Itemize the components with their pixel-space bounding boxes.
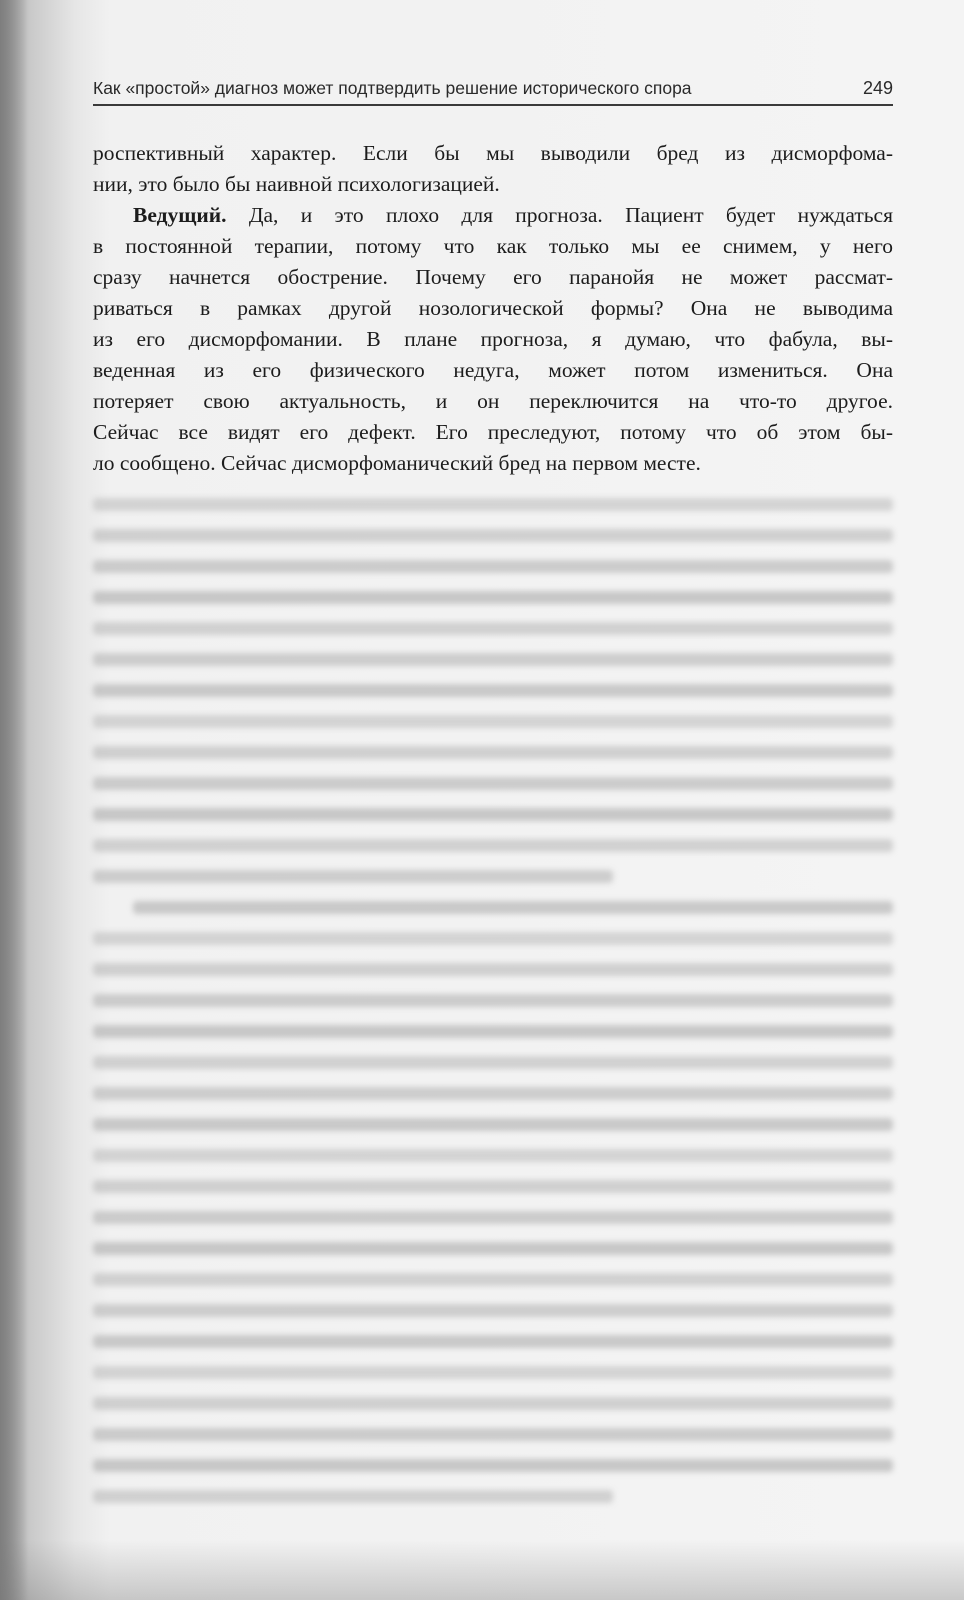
blurred-line <box>93 1242 893 1255</box>
text-line: ло сообщено. Сейчас дисморфоманический бред на первом месте. <box>93 451 701 475</box>
text-line: из его дисморфомании. В плане прогноза, я думаю, что фабула, вы- <box>93 327 893 351</box>
bottom-shadow <box>0 1540 964 1600</box>
text-line: сразу начнется обострение. Почему его паранойя не может рассмат- <box>93 265 893 289</box>
blurred-line <box>93 529 893 542</box>
blurred-line <box>93 870 613 883</box>
blurred-line <box>93 498 893 511</box>
gutter-shadow <box>0 0 28 1600</box>
blurred-line <box>93 963 893 976</box>
blurred-line <box>93 1273 893 1286</box>
page-number: 249 <box>862 78 893 98</box>
blurred-line <box>93 1056 893 1069</box>
blurred-line <box>93 1428 893 1441</box>
speaker-label: Ведущий. <box>133 203 227 227</box>
text-line: потеряет свою актуальность, и он переключится на что-то другое. <box>93 389 893 413</box>
blurred-line <box>93 684 893 697</box>
blurred-line <box>93 1490 613 1503</box>
blurred-line <box>93 1459 893 1472</box>
blurred-line <box>93 1366 893 1379</box>
body-text <box>93 138 893 479</box>
blurred-line <box>93 622 893 635</box>
blurred-line <box>93 777 893 790</box>
speaker-line <box>93 200 893 231</box>
blurred-line <box>93 808 893 821</box>
text-line: Сейчас все видят его дефект. Его преследуют, потому что об этом бы- <box>93 420 893 444</box>
blurred-line <box>93 994 893 1007</box>
blurred-line <box>93 560 893 573</box>
blurred-line <box>93 591 893 604</box>
text-line: риваться в рамках другой нозологической формы? Она не выводима <box>93 296 893 320</box>
blurred-line <box>93 1087 893 1100</box>
blurred-line <box>93 1335 893 1348</box>
blurred-line <box>93 1149 893 1162</box>
blurred-line <box>93 839 893 852</box>
text-line: роспективный характер. Если бы мы выводили бред из дисморфома- <box>93 141 893 165</box>
running-head <box>93 78 893 102</box>
blurred-line <box>93 1397 893 1410</box>
blurred-line <box>93 1304 893 1317</box>
blurred-line <box>93 653 893 666</box>
blurred-line <box>93 932 893 945</box>
text-line: в постоянной терапии, потому что как только мы ее снимем, у него <box>93 234 893 258</box>
blurred-line <box>93 715 893 728</box>
blurred-line <box>93 1211 893 1224</box>
blurred-line <box>93 1180 893 1193</box>
header-rule <box>93 104 893 106</box>
blurred-line <box>93 746 893 759</box>
text-line: веденная из его физического недуга, может потом измениться. Она <box>93 358 893 382</box>
blurred-line <box>93 1025 893 1038</box>
text-line: нии, это было бы наивной психологизацией. <box>93 172 500 196</box>
speaker-text: Да, и это плохо для прогноза. Пациент будет нуждаться <box>226 203 893 227</box>
redacted-blurred-text <box>93 492 893 1512</box>
blurred-line <box>133 901 893 914</box>
blurred-line <box>93 1118 893 1131</box>
running-head-title: Как «простой» диагноз может подтвердить решение исторического спора <box>93 78 692 98</box>
